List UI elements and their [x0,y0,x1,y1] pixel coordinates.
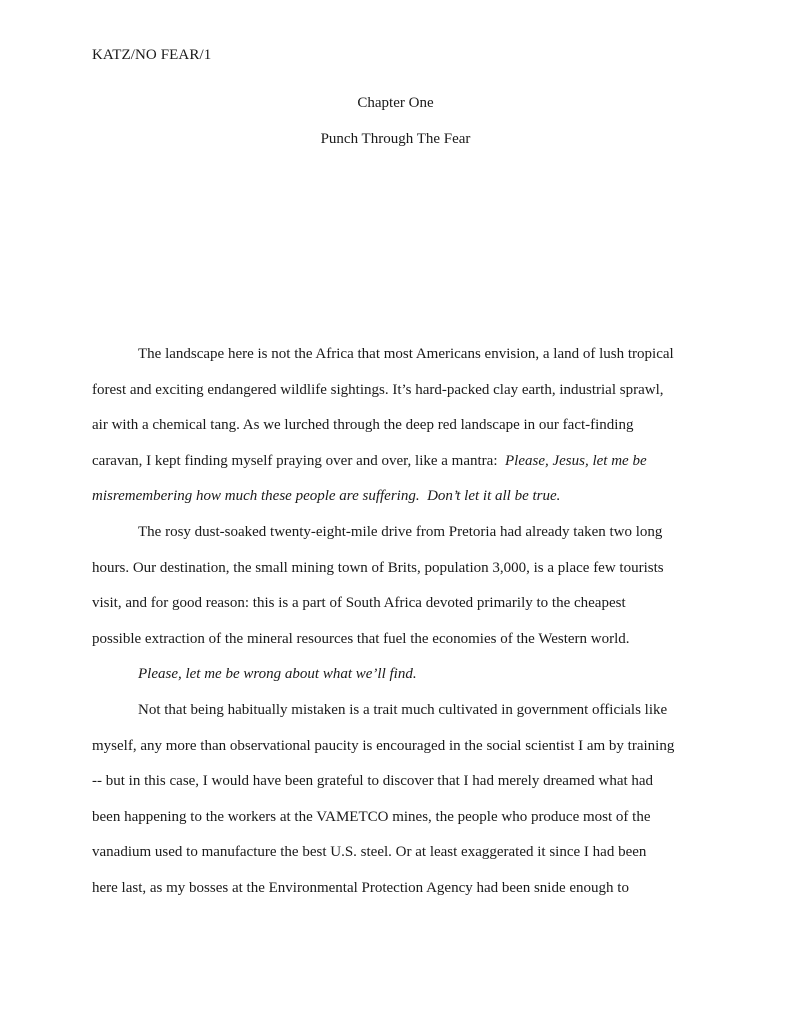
line-text: forest and exciting endangered wildlife sightings. It’s hard-packed clay earth, industrial sprawl, [92,381,664,398]
line-text: caravan, I kept finding myself praying over and over, like a mantra: [92,452,505,469]
text-line [92,700,696,736]
text-line [92,771,696,807]
text-line [92,558,696,594]
line-italic-text: Please, Jesus, let me be [505,452,647,469]
line-text: been happening to the workers at the VAMETCO mines, the people who produce most of the [92,808,651,825]
line-text: air with a chemical tang. As we lurched through the deep red landscape in our fact-finding [92,417,634,434]
line-text: possible extraction of the mineral resources that fuel the economies of the Western world. [92,630,630,647]
line-text: Not that being habitually mistaken is a trait much cultivated in government officials like [138,701,668,718]
text-line [92,842,696,878]
text-line [92,664,696,700]
text-line [92,807,696,843]
text-line [92,451,696,487]
line-text: The landscape here is not the Africa that most Americans envision, a land of lush tropical [138,346,674,362]
text-line [92,522,696,558]
text-line [92,380,696,416]
line-text: hours. Our destination, the small mining town of Brits, population 3,000, is a place few tourists [92,559,664,576]
line-italic-text: misremembering how much these people are suffering. Don’t let it all be true. [92,488,561,505]
text-line [92,629,696,665]
text-line [92,344,696,380]
running-header: KATZ/NO FEAR/1 [92,47,212,63]
body-text [92,344,696,914]
chapter-title: Punch Through The Fear [320,131,471,147]
line-text: visit, and for good reason: this is a part of South Africa devoted primarily to the cheapest [92,595,626,612]
line-text: here last, as my bosses at the Environmental Protection Agency had been snide enough to [92,879,629,896]
text-line [92,415,696,451]
text-line [92,736,696,772]
line-text: vanadium used to manufacture the best U.S. steel. Or at least exaggerated it since I had been [92,844,647,861]
text-line [92,486,696,522]
text-line [92,878,696,914]
line-text: -- but in this case, I would have been grateful to discover that I had merely dreamed what had [92,773,654,790]
line-text: myself, any more than observational paucity is encouraged in the social scientist I am by training [92,737,675,754]
line-text: The rosy dust-soaked twenty-eight-mile drive from Pretoria had already taken two long [138,523,663,540]
line-italic-text: Please, let me be wrong about what we’ll find. [138,666,417,683]
chapter-label: Chapter One [357,95,434,111]
text-line [92,593,696,629]
